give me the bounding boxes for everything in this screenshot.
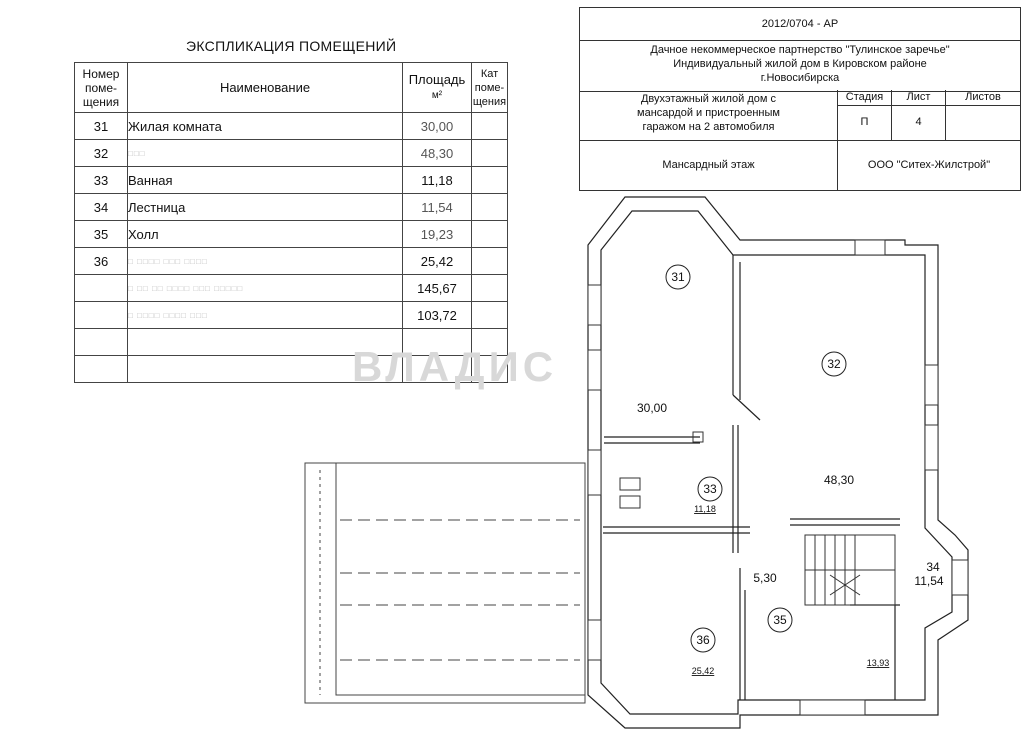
- explication-title: ЭКСПЛИКАЦИЯ ПОМЕЩЕНИЙ: [186, 38, 397, 54]
- sheet-cell: Лист 4: [892, 90, 946, 140]
- room-33-area: 11,18: [694, 504, 716, 514]
- table-row: 36 □ □□□□ □□□ □□□□ 25,42: [75, 248, 508, 275]
- watermark-logo: ВЛАДИС: [352, 343, 558, 390]
- header-area: Площадь м²: [403, 63, 472, 113]
- table-row: 34 Лестница 11,54: [75, 194, 508, 221]
- stage-cell: Стадия П: [838, 90, 892, 140]
- table-row: 32 □□□ 48,30: [75, 140, 508, 167]
- table-row: 33 Ванная 11,18: [75, 167, 508, 194]
- room-36-area: 25,42: [691, 666, 715, 676]
- svg-text:36: 36: [696, 633, 710, 647]
- room-markers: [637, 265, 944, 676]
- room-35-area: 13,93: [866, 658, 890, 668]
- table-row: □ □□□□ □□□□ □□□ 103,72: [75, 302, 508, 329]
- svg-text:35: 35: [773, 613, 787, 627]
- room-32-marker: [822, 352, 854, 487]
- outer-walls: [588, 197, 968, 728]
- table-row: 35 Холл 19,23: [75, 221, 508, 248]
- room-31-area: 30,00: [636, 401, 668, 415]
- project-name: Дачное некоммерческое партнерство "Тулинское заречье" Индивидуальный жилой дом в Кировском районе г.Новосибирска: [580, 41, 1020, 92]
- svg-text:32: 32: [827, 357, 841, 371]
- table-row: □ □□ □□ □□□□ □□□ □□□□□ 145,67: [75, 275, 508, 302]
- room-35-marker: [768, 608, 889, 668]
- room-31-marker: [637, 265, 690, 415]
- corridor-area: 5,30: [753, 571, 777, 585]
- building-description: Двухэтажный жилой дом с мансардой и пристроенным гаражом на 2 автомобиля: [580, 90, 838, 140]
- svg-text:34: 34: [926, 560, 940, 574]
- room-34-area: 11,54: [914, 574, 944, 588]
- project-code: 2012/0704 - АР: [580, 8, 1020, 41]
- garage-roof: [305, 463, 585, 703]
- header-category: Кат поме- щения: [472, 63, 508, 113]
- sheets-cell: Листов: [946, 90, 1020, 140]
- floor-name: Мансардный этаж: [580, 141, 838, 190]
- windows: [588, 240, 968, 715]
- svg-text:33: 33: [703, 482, 717, 496]
- company-name: ООО "Ситех-Жилстрой": [867, 159, 991, 171]
- interior-walls: [603, 255, 900, 700]
- room-34-marker: [914, 560, 943, 588]
- staircase: [805, 535, 895, 605]
- header-number: Номер поме- щения: [75, 63, 128, 113]
- svg-text:31: 31: [671, 270, 685, 284]
- table-row: 31 Жилая комната 30,00: [75, 113, 508, 140]
- room-32-area: 48,30: [823, 473, 855, 487]
- header-name: Наименование: [128, 63, 403, 113]
- room-36-marker: [691, 628, 715, 676]
- room-33-marker: [694, 477, 722, 514]
